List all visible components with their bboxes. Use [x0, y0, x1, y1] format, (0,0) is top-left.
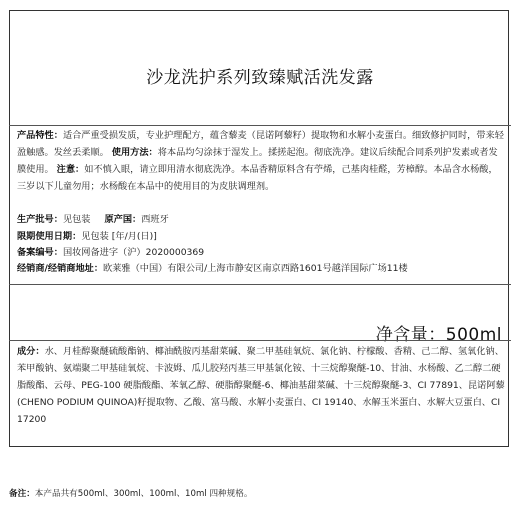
- distributor-value: 欧莱雅（中国）有限公司/上海市静安区南京西路1601号越洋国际广场11楼: [103, 263, 408, 274]
- batch-row: [17, 212, 169, 227]
- batch-label: 生产批号：: [17, 214, 63, 225]
- ingredients-text: 水、月桂醇聚醚硫酸酯钠、椰油酰胺丙基甜菜碱、聚二甲基硅氧烷、氯化钠、柠檬酸、香精、己二醇、氢氧化钠、苯甲酸钠、氨端聚二甲基硅氧烷、卡波姆、瓜儿胶羟丙基三甲基氯化铵、十三烷醇聚醚-10、甘油、水杨酸、乙二醇二硬脂酸酯、云母、PEG-100 硬脂酸酯、苯氧乙醇、硬脂醇聚醚-6、椰油基甜菜碱、十三烷醇聚醚-3、CI 77891、昆诺阿藜(CHENO PODIUM QUINOA)籽提取物、乙酸、富马酸、水解小麦蛋白、CI 19140、水解玉米蛋白、水解大豆蛋白、CI 17200: [17, 346, 505, 425]
- filing-row: [17, 245, 204, 260]
- net-content-label: 净含量：: [375, 325, 446, 345]
- usage-label: 使用方法：: [111, 147, 158, 158]
- distributor-row: [17, 261, 408, 276]
- remark-label: 备注：: [9, 489, 35, 499]
- ingredients-label: 成分：: [17, 346, 45, 357]
- divider-middle: [9, 284, 511, 285]
- expiry-value: 见包装 [年/月(日)]: [81, 231, 157, 242]
- net-content: [376, 320, 502, 345]
- origin-label: 原产国：: [104, 214, 142, 225]
- filing-label: 备案编号：: [17, 247, 63, 258]
- caution-text: 如不慎入眼，请立即用清水彻底洗净。本品香精原料含有苧烯，己基肉桂醛，芳樟醇。本品含水杨酸，三岁以下儿童勿用；水杨酸在本品中的使用目的为皮肤调理剂。: [17, 164, 498, 192]
- filing-value: 国妆网备进字（沪）2020000369: [62, 247, 205, 258]
- origin-value: 西班牙: [141, 214, 169, 225]
- divider-top: [9, 125, 511, 126]
- description-block: [17, 127, 506, 195]
- divider-bottom: [9, 340, 511, 341]
- ingredients-block: [17, 343, 506, 428]
- features-label: 产品特性：: [17, 130, 63, 141]
- features-text: 适合严重受损发质，专业护理配方，蕴含藜麦（昆诺阿藜籽）提取物和水解小麦蛋白。细致修护同时，带来轻盈触感。发丝丢柔顺。: [17, 130, 504, 158]
- expiry-row: [17, 229, 157, 244]
- caution-label: 注意：: [56, 164, 85, 175]
- product-title: 沙龙洗护系列致臻赋活洗发露: [146, 68, 374, 88]
- remark: [9, 487, 252, 499]
- distributor-label: 经销商/经销商地址：: [17, 263, 104, 274]
- net-content-value: 500ml: [445, 325, 502, 345]
- remark-text: 本产品共有500ml、300ml、100ml、10ml 四种规格。: [34, 489, 253, 499]
- expiry-label: 限期使用日期：: [17, 231, 82, 242]
- usage-text: 将本品均匀涂抹于湿发上。揉搓起泡。彻底洗净。建议后续配合同系列护发素或者发膜使用。: [17, 147, 498, 175]
- batch-value: 见包装: [62, 214, 91, 225]
